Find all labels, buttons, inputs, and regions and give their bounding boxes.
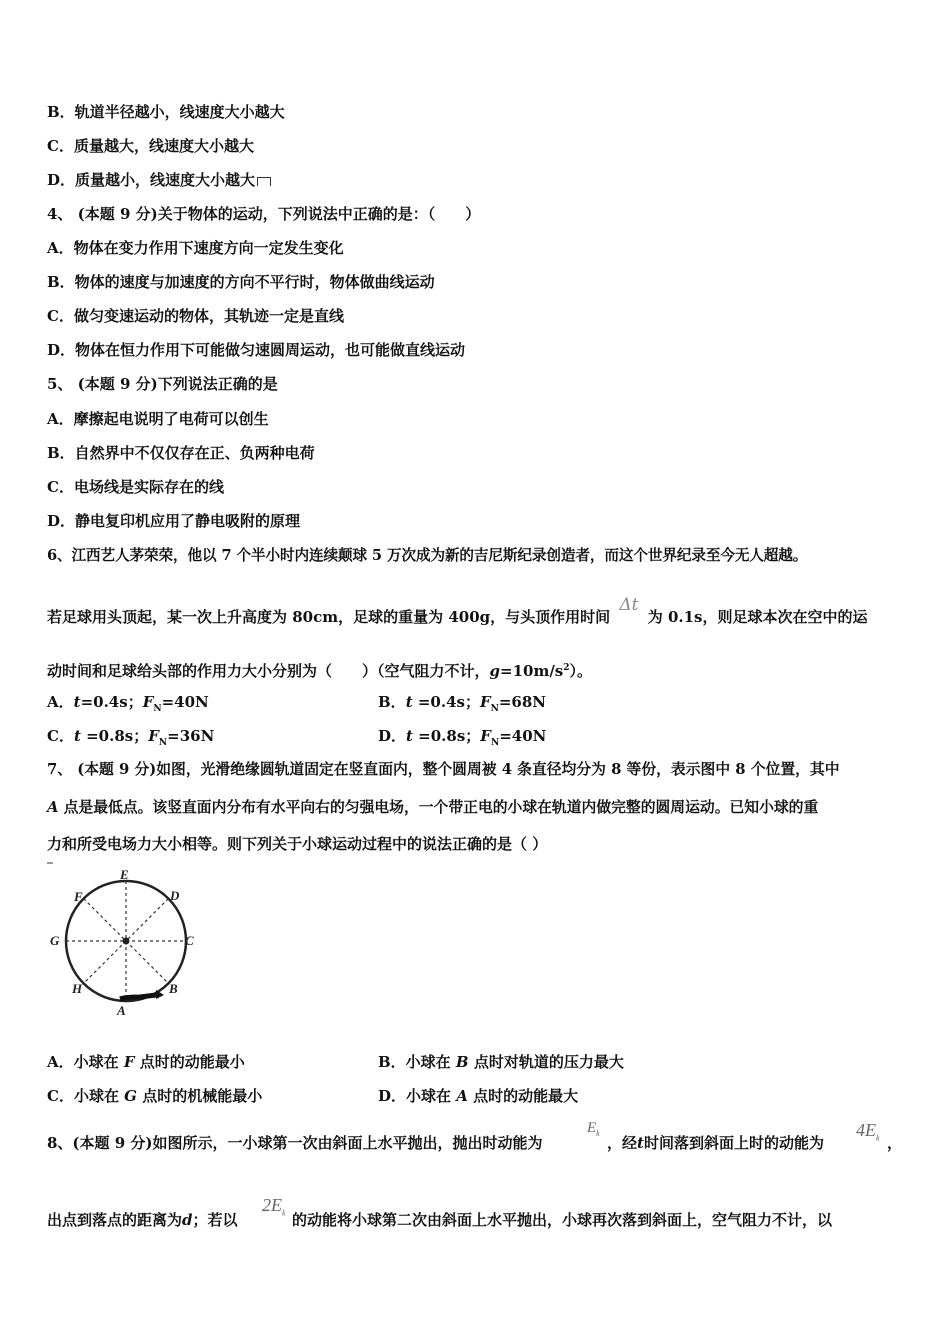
- q4-option-a: A．物体在变力作用下速度方向一定发生变化: [47, 239, 344, 257]
- q6-stem-line2: 若足球用头顶起，某一次上升高度为 80cm，足球的重量为 400g，与头顶作用时间 Δt 为 0.1s，则足球本次在空中的运: [47, 595, 868, 626]
- q8-stem-line1-mid: ，经t时间落到斜面上时的动能为: [607, 1134, 824, 1152]
- q6-option-b: B．t =0.4s；$F_N=68N$: [378, 693, 547, 714]
- label-a: A: [117, 1003, 126, 1018]
- label-b: B: [169, 981, 178, 996]
- q8-stem-line1: 8、(本题 9 分)如图所示，一小球第一次由斜面上水平抛出，抛出时动能为: [47, 1134, 543, 1152]
- q7-stem-line3: 力和所受电场力大小相等。则下列关于小球运动过程中的说法正确的是（ ）: [47, 835, 548, 853]
- q8-stem-line1-end: ，: [887, 1134, 903, 1152]
- label-e: E: [120, 867, 129, 882]
- q5-option-b: B．自然界中不仅仅存在正、负两种电荷: [47, 444, 315, 462]
- q4-option-b: B．物体的速度与加速度的方向不平行时，物体做曲线运动: [47, 273, 435, 291]
- center-point: [123, 938, 130, 945]
- ek-symbol-1: $E_k$: [587, 1120, 600, 1138]
- q3-option-b: B．轨道半径越小，线速度大小越大: [47, 103, 285, 121]
- q7-option-d: D．小球在 A 点时的动能最大: [378, 1087, 579, 1105]
- q5-option-d: D．静电复印机应用了静电吸附的原理: [47, 512, 301, 530]
- q3-option-c: C．质量越大，线速度大小越大: [47, 137, 254, 155]
- q4-stem: 4、 (本题 9 分)关于物体的运动，下列说法中正确的是：（ ）: [47, 205, 481, 223]
- q7-option-b: B．小球在 B 点时对轨道的压力最大: [378, 1053, 624, 1071]
- four-ek-symbol: $4E_k$: [856, 1120, 880, 1143]
- q5-option-c: C．电场线是实际存在的线: [47, 478, 224, 496]
- q7-option-a: A．小球在 F 点时的动能最小: [47, 1053, 245, 1071]
- two-ek-symbol: $2E_k$: [262, 1195, 286, 1218]
- label-f: F: [74, 889, 83, 904]
- q4-option-d: D．物体在恒力作用下可能做匀速圆周运动，也可能做直线运动: [47, 341, 466, 359]
- q6-option-d: D．t =0.8s；$F_N=40N$: [378, 727, 547, 748]
- q6-option-c: C．t =0.8s；$F_N=36N$: [47, 727, 215, 748]
- q3-option-d: D．质量越小，线速度大小越大: [47, 170, 271, 190]
- ball-arrow: [120, 995, 156, 999]
- q6-stem-line1: 6、江西艺人茅荣荣，他以 7 个半小时内连续颠球 5 万次成为新的吉尼斯纪录创造者，而这个世界纪录至今无人超越。: [47, 547, 808, 564]
- q5-option-a: A．摩擦起电说明了电荷可以创生: [47, 410, 269, 428]
- q5-stem: 5、 (本题 9 分)下列说法正确的是: [47, 375, 278, 393]
- q6-stem-line3: 动时间和足球给头部的作用力大小分别为（ ）（空气阻力不计，$g=10m/s^2$）。: [47, 662, 593, 680]
- stray-mark: [47, 862, 53, 864]
- q7-stem-line1: 7、 (本题 9 分)如图，光滑绝缘圆轨道固定在竖直面内，整个圆周被 4 条直径均分为 8 等份，表示图中 8 个位置，其中: [47, 761, 840, 778]
- label-h: H: [72, 981, 83, 996]
- q7-option-c: C．小球在 G 点时的机械能最小: [47, 1087, 263, 1105]
- label-g: G: [50, 933, 60, 948]
- q8-stem-line2: 出点到落点的距离为d；若以: [47, 1211, 238, 1229]
- q6-option-a: A．t=0.4s；$F_N=40N$: [47, 693, 209, 714]
- cursor-mark-icon: [257, 177, 271, 186]
- label-d: D: [170, 888, 180, 903]
- q7-stem-line2: A 点是最低点。该竖直面内分布有水平向右的匀强电场，一个带正电的小球在轨道内做完整的圆周运动。已知小球的重: [47, 799, 819, 816]
- q4-option-c: C．做匀变速运动的物体，其轨迹一定是直线: [47, 307, 344, 325]
- q8-stem-line2-end: 的动能将小球第二次由斜面上水平抛出，小球再次落到斜面上，空气阻力不计，以: [292, 1211, 833, 1229]
- circular-track-diagram: [44, 866, 214, 1018]
- label-c: C: [185, 933, 194, 948]
- delta-t-symbol: Δt: [619, 595, 639, 615]
